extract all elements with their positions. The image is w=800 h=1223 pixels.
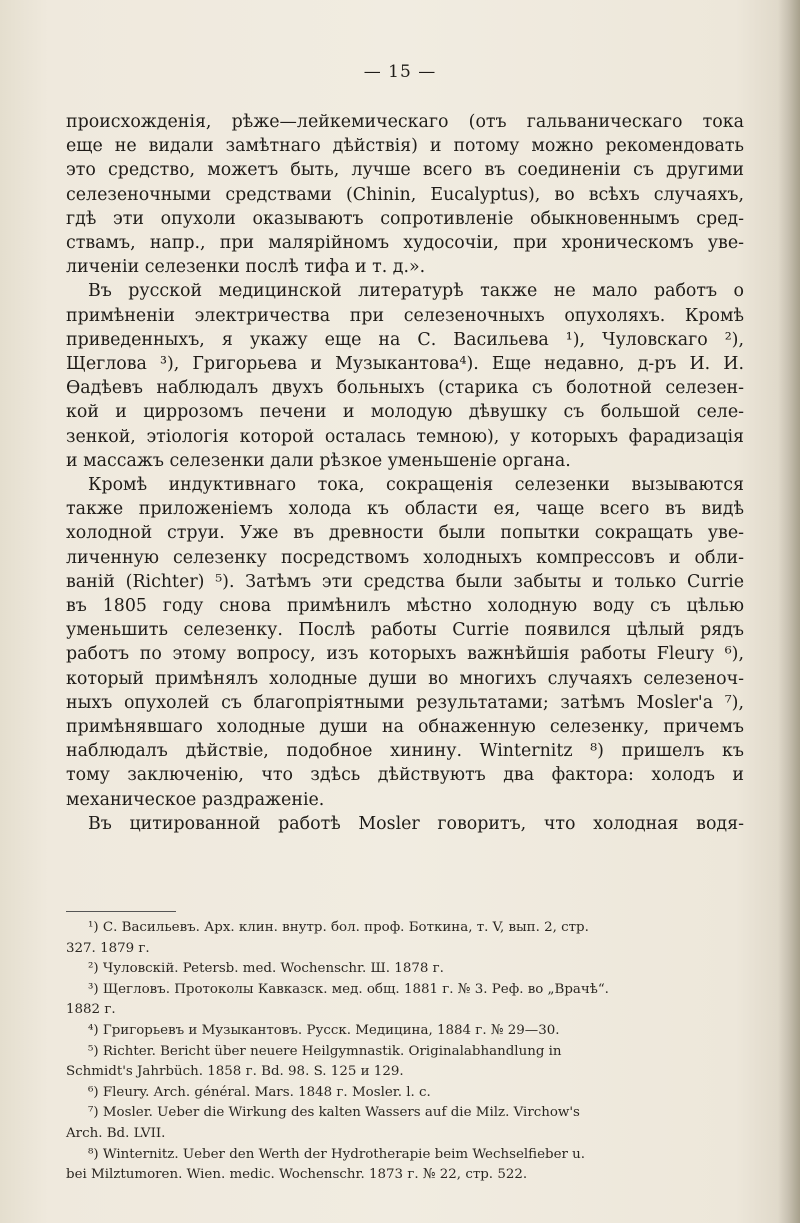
text-line: ваній (Richter) ⁵). Затѣмъ эти средства были забыты и только Currie xyxy=(66,571,744,592)
page-edge-shadow xyxy=(778,0,800,1223)
footnote-1: ¹) С. Васильевъ. Арх. клин. внутр. бол. проф. Боткина, т. V, вып. 2, стр. xyxy=(88,920,589,935)
footnote-8-cont: bei Milztumoren. Wien. medic. Wochenschr. 1873 г. № 22, стр. 522. xyxy=(66,1167,528,1183)
text-line: Щеглова ³), Григорьева и Музыкантова⁴). Еще недавно, д-ръ И. И. xyxy=(66,354,744,375)
footnote-5-cont: Schmidt's Jahrbüch. 1858 г. Bd. 98. S. 125 и 129. xyxy=(66,1064,404,1080)
main-text xyxy=(66,110,744,836)
text-line: также приложеніемъ холода къ области ея, чаще всего въ видѣ xyxy=(66,499,744,520)
text-line: селезеночными средствами (Chinin, Eucalyptus), во всѣхъ случаяхъ, xyxy=(66,184,744,205)
text-line: уменьшить селезенку. Послѣ работы Currie появился цѣлый рядъ xyxy=(66,620,744,641)
footnote-6: ⁶) Fleury. Arch. général. Mars. 1848 г. Mosler. l. c. xyxy=(88,1084,431,1100)
text-line: наблюдалъ дѣйствіе, подобное хинину. Winternitz ⁸) пришелъ къ xyxy=(66,741,744,762)
text-line: примѣненіи электричества при селезеночныхъ опухоляхъ. Кромѣ xyxy=(66,305,744,326)
text-line: личеніи селезенки послѣ тифа и т. д.». xyxy=(66,257,426,278)
footnote-7-cont: Arch. Bd. LVII. xyxy=(66,1125,166,1141)
page-number: — 15 — xyxy=(363,62,437,82)
footnote-1-cont: 327. 1879 г. xyxy=(66,940,150,956)
text-line: зенкой, этіологія которой осталась темною), у которыхъ фарадизація xyxy=(66,426,744,447)
footnote-3-cont: 1882 г. xyxy=(66,1002,116,1018)
text-line: холодной струи. Уже въ древности были попытки сокращать уве- xyxy=(66,523,744,544)
footnote-2: ²) Чуловскій. Petersb. med. Wochenschr. Ш. 1878 г. xyxy=(88,961,444,977)
footnote-5: ⁵) Richter. Bericht über neuere Heilgymnastik. Originalabhandlung in xyxy=(88,1043,562,1059)
text-line: въ 1805 году снова примѣнилъ мѣстно холодную воду съ цѣлью xyxy=(66,596,744,617)
text-line: ныхъ опухолей съ благопріятными результатами; затѣмъ Mosler'а ⁷), xyxy=(66,692,744,713)
text-line: кой и циррозомъ печени и молодую дѣвушку съ большой селе- xyxy=(66,402,744,423)
text-line: это средство, можетъ быть, лучше всего въ соединеніи съ другими xyxy=(66,160,744,181)
text-line: еще не видали замѣтнаго дѣйствія) и потому можно рекомендовать xyxy=(66,136,744,157)
text-line: ствамъ, напр., при малярійномъ худосочіи, при хроническомъ уве- xyxy=(66,233,744,254)
footnote-8: ⁸) Winternitz. Ueber den Werth der Hydrotherapie beim Wechselfieber u. xyxy=(88,1146,586,1162)
text-line: механическое раздраженіе. xyxy=(66,789,325,810)
text-line: личенную селезенку посредствомъ холодныхъ компрессовъ и обли- xyxy=(66,547,744,568)
text-line: приведенныхъ, я укажу еще на С. Васильева ¹), Чуловскаго ²), xyxy=(66,329,744,350)
text-line: Въ русской медицинской литературѣ также не мало работъ о xyxy=(88,281,744,302)
text-line: работъ по этому вопросу, изъ которыхъ важнѣйшія работы Fleury ⁶), xyxy=(66,644,744,665)
footnote-4: ⁴) Григорьевъ и Музыкантовъ. Русск. Медицина, 1884 г. № 29—30. xyxy=(88,1022,560,1038)
footnotes xyxy=(66,918,744,1186)
text-line: который примѣнялъ холодные души во многихъ случаяхъ селезеноч- xyxy=(66,668,744,689)
text-line: и массажъ селезенки дали рѣзкое уменьшеніе органа. xyxy=(66,450,571,471)
text-line: тому заключенію, что здѣсь дѣйствуютъ два фактора: холодъ и xyxy=(66,765,744,786)
text-line: примѣнявшаго холодные души на обнаженную селезенку, причемъ xyxy=(66,717,744,738)
text-line: Ѳадѣевъ наблюдалъ двухъ больныхъ (старика съ болотной селезен- xyxy=(66,378,744,399)
text-line: Въ цитированной работѣ Mosler говоритъ, что холодная водя- xyxy=(88,813,744,834)
text-line: гдѣ эти опухоли оказываютъ сопротивленіе обыкновеннымъ сред- xyxy=(66,208,744,229)
footnote-7: ⁷) Mosler. Ueber die Wirkung des kalten Wassers auf die Milz. Virchow's xyxy=(88,1105,580,1121)
footnote-divider xyxy=(66,911,176,912)
footnote-3: ³) Щегловъ. Протоколы Кавказск. мед. общ. 1881 г. № 3. Реф. во „Врачѣ“. xyxy=(88,981,609,997)
text-line: происхожденія, рѣже—лейкемическаго (отъ гальваническаго тока xyxy=(66,112,744,132)
text-line: Кромѣ индуктивнаго тока, сокращенія селезенки вызываются xyxy=(88,475,744,496)
